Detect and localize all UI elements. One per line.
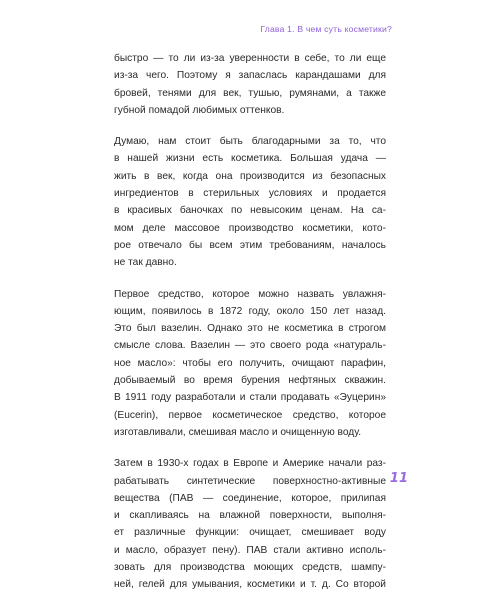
- running-title: Глава 1. В чем суть косметики?: [260, 24, 392, 34]
- text-line: мом деле массовое производство косметики, кото-: [114, 222, 386, 234]
- text-line: и масло, образует пену). ПАВ стали активно исполь-: [114, 544, 386, 556]
- text-line: рое отвечало бы всем этим требованиям, началось: [114, 239, 386, 251]
- text-line: (Eucerin), первое косметическое средство, которое: [114, 409, 386, 421]
- paragraph: [114, 133, 386, 271]
- text-line: не так давно.: [114, 257, 177, 269]
- text-line: Думаю, нам стоит быть благодарными за то, что: [114, 136, 386, 148]
- text-line: Затем в 1930-х годах в Европе и Америке начали раз-: [114, 458, 386, 470]
- text-line: губной помадой любимых оттенков.: [114, 104, 285, 116]
- text-line: бровей, тенями для век, тушью, румянами, а также: [114, 87, 386, 99]
- page-number: 11: [389, 471, 408, 486]
- text-line: вещества (ПАВ — соединение, которое, прилипая: [114, 492, 386, 504]
- text-line: ет различные функции: очищает, смешивает воду: [114, 527, 386, 539]
- text-line: смысле слова. Вазелин — это своего рода «натураль-: [114, 340, 386, 352]
- text-line: в нашей жизни есть косметика. Большая удача —: [114, 153, 386, 165]
- paragraph: [114, 455, 386, 593]
- text-line: рабатывать синтетические поверхностно-активные: [114, 475, 386, 487]
- body-text: [114, 50, 386, 608]
- text-line: ющим, появилось в 1872 году, около 150 лет назад.: [114, 305, 386, 317]
- text-line: зовать для производства моющих средств, шампу-: [114, 562, 386, 574]
- text-line: добываемый во время бурения нефтяных скважин.: [114, 375, 386, 387]
- text-line: ней, гелей для умывания, косметики и т. д. Со второй: [114, 579, 386, 591]
- text-line: в красивых баночках по невысоким ценам. На са-: [114, 205, 386, 217]
- paragraph: [114, 286, 386, 442]
- text-line: и скапливаясь на влажной поверхности, выполня-: [114, 510, 386, 522]
- text-line: ное масло»: чтобы его получить, очищают парафин,: [114, 357, 386, 369]
- text-line: ингредиентов в стерильных условиях и продается: [114, 188, 386, 200]
- text-line: из-за чего. Поэтому я запаслась карандашами для: [114, 70, 386, 82]
- text-line: жить в век, когда она производится из безопасных: [114, 170, 386, 182]
- text-line: быстро — то ли из-за уверенности в себе, то ли еще: [114, 53, 386, 64]
- text-line: В 1911 году разработали и стали продавать «Эуцерин»: [114, 392, 386, 404]
- text-line: Первое средство, которое можно назвать увлажня-: [114, 288, 386, 300]
- text-line: изготавливали, смешивая масло и очищенную воду.: [114, 426, 362, 438]
- text-line: Это был вазелин. Однако это не косметика в строгом: [114, 323, 386, 335]
- paragraph: [114, 50, 386, 119]
